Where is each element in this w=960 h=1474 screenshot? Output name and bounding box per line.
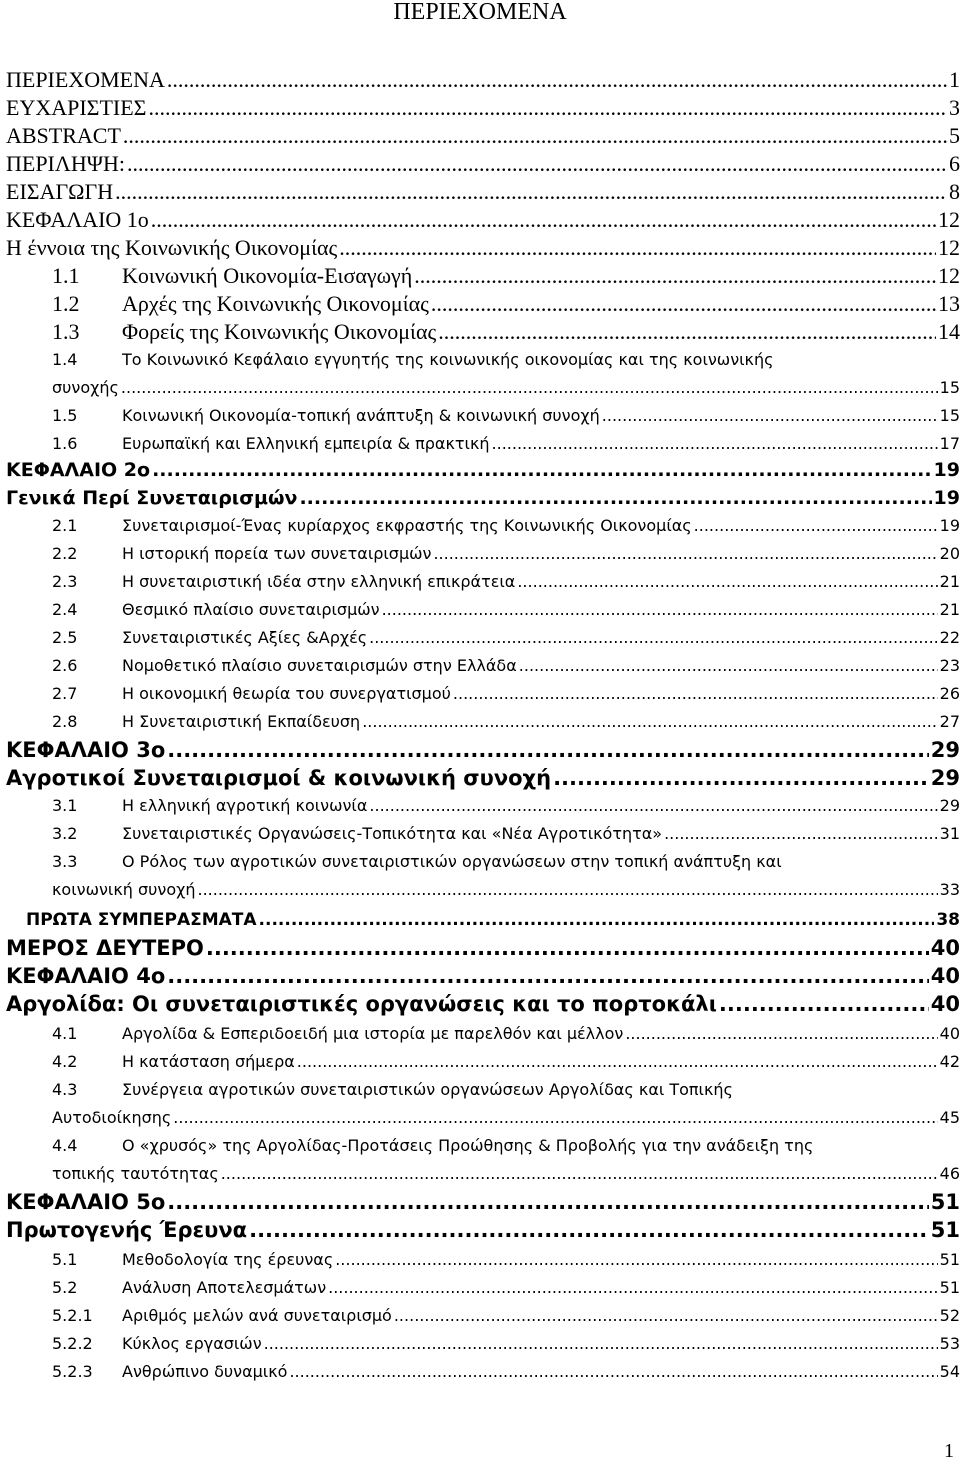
toc-entry[interactable] <box>6 374 960 402</box>
toc-entry-page: 13 <box>938 291 960 316</box>
dot-leader <box>382 596 938 624</box>
toc-entry[interactable] <box>6 708 960 736</box>
dot-leader <box>328 1274 938 1302</box>
dot-leader <box>299 484 931 512</box>
dot-leader <box>206 934 929 962</box>
toc-entry-title: Το Κοινωνικό Κεφάλαιο εγγυητής της κοινωνικής οικονομίας και της κοινωνικής <box>122 350 774 369</box>
toc-entry-title: ΠΕΡΙΕΧΟΜΕΝΑ <box>6 67 165 92</box>
toc-entry-page: 22 <box>939 628 960 647</box>
toc-entry-number: 2.2 <box>52 544 78 563</box>
toc-entry-page: 15 <box>939 406 960 425</box>
toc-entry-page: 8 <box>949 179 960 204</box>
toc-entry[interactable] <box>6 1104 960 1132</box>
dot-leader <box>123 122 947 150</box>
toc-entry-number: 4.4 <box>52 1136 78 1155</box>
toc-entry-page: 12 <box>938 263 960 288</box>
toc-entry-title: Κοινωνική Οικονομία-τοπική ανάπτυξη & κοινωνική συνοχή <box>122 406 600 425</box>
toc-entry-number: 1.1 <box>52 263 80 288</box>
dot-leader <box>289 1358 937 1386</box>
toc-entry-title: Αριθμός μελών ανά συνεταιρισμό <box>122 1306 392 1325</box>
toc-entry-page: 3 <box>949 95 960 120</box>
toc-entry-page: 1 <box>949 67 960 92</box>
dot-leader <box>625 1020 937 1048</box>
toc-entry-number: 5.2 <box>52 1278 78 1297</box>
toc-entry-page: 53 <box>939 1334 960 1353</box>
dot-leader <box>167 736 929 764</box>
toc-entry-number: 3.2 <box>52 824 78 843</box>
dot-leader <box>719 990 929 1018</box>
toc-entry[interactable] <box>6 346 960 374</box>
toc-entry-page: 46 <box>939 1164 960 1183</box>
toc-entry-number: 4.2 <box>52 1052 78 1071</box>
page-title: ΠΕΡΙΕΧΟΜΕΝΑ <box>393 0 567 25</box>
dot-leader <box>362 708 937 736</box>
toc-entry-page: 14 <box>938 319 960 344</box>
dot-leader <box>431 290 936 318</box>
page-number: 1 <box>944 1440 954 1462</box>
toc-entry-number: 5.2.2 <box>52 1334 93 1353</box>
toc-entry[interactable] <box>6 430 960 458</box>
toc-entry-title: Η έννοια της Κοινωνικής Οικονομίας <box>6 235 338 260</box>
toc-entry-number: 2.7 <box>52 684 78 703</box>
dot-leader <box>264 1330 938 1358</box>
dot-leader <box>369 624 938 652</box>
dot-leader <box>197 876 937 904</box>
toc-entry[interactable] <box>6 66 960 94</box>
toc-entry[interactable] <box>6 652 960 680</box>
dot-leader <box>602 402 938 430</box>
toc-entry[interactable] <box>6 456 960 484</box>
toc-entry-page: 20 <box>939 544 960 563</box>
toc-entry[interactable] <box>6 290 960 318</box>
toc-entry-number: 2.4 <box>52 600 78 619</box>
toc-entry-page: 40 <box>930 936 960 960</box>
dot-leader <box>438 318 936 346</box>
toc-entry-page: 33 <box>939 880 960 899</box>
toc-entry-page: 17 <box>939 434 960 453</box>
dot-leader <box>297 1048 938 1076</box>
toc-entry-title: ΚΕΦΑΛΑΙΟ 3ο <box>6 738 166 762</box>
dot-leader <box>152 456 931 484</box>
toc-entry-title: Η ιστορική πορεία των συνεταιρισμών <box>122 544 432 563</box>
toc-entry-title: συνοχής <box>52 378 119 397</box>
dot-leader <box>173 1104 937 1132</box>
toc-entry-title: Γενικά Περί Συνεταιρισμών <box>6 487 298 509</box>
dot-leader <box>259 906 935 934</box>
toc-entry[interactable] <box>6 402 960 430</box>
toc-entry-page: 29 <box>930 766 960 790</box>
toc-entry-title: Ευρωπαϊκή και Ελληνική εμπειρία & πρακτική <box>122 434 490 453</box>
dot-leader <box>249 1216 929 1244</box>
dot-leader <box>414 262 936 290</box>
toc-entry-title: Η ελληνική αγροτική κοινωνία <box>122 796 368 815</box>
toc-entry-page: 54 <box>939 1362 960 1381</box>
toc-entry-page: 21 <box>939 600 960 619</box>
toc-entry[interactable] <box>6 512 960 540</box>
toc-entry-number: 3.3 <box>52 852 78 871</box>
toc-entry[interactable] <box>6 1216 960 1244</box>
toc-entry-page: 12 <box>938 235 960 260</box>
toc-entry-title: Συνεταιρισμοί-Ένας κυρίαρχος εκφραστής της Κοινωνικής Οικονομίας <box>122 516 692 535</box>
toc-entry[interactable] <box>6 1076 960 1104</box>
toc-entry-page: 51 <box>930 1218 960 1242</box>
toc-entry-title: Κοινωνική Οικονομία-Εισαγωγή <box>122 263 413 288</box>
toc-entry-title: Νομοθετικό πλαίσιο συνεταιρισμών στην Ελλάδα <box>122 656 517 675</box>
toc-entry-title: Ο Ρόλος των αγροτικών συνεταιριστικών οργανώσεων στην τοπική ανάπτυξη και <box>122 852 782 871</box>
dot-leader <box>148 94 947 122</box>
toc-entry[interactable] <box>6 962 960 990</box>
toc-entry[interactable] <box>6 736 960 764</box>
toc-entry[interactable] <box>6 150 960 178</box>
toc-entry[interactable] <box>6 122 960 150</box>
dot-leader <box>151 206 936 234</box>
toc-entry[interactable] <box>6 848 960 876</box>
toc-entry[interactable] <box>6 1132 960 1160</box>
toc-entry[interactable] <box>6 876 960 904</box>
toc-entry-number: 1.5 <box>52 406 78 425</box>
toc-entry-page: 40 <box>930 964 960 988</box>
toc-entry[interactable] <box>6 596 960 624</box>
toc-entry[interactable] <box>6 1274 960 1302</box>
toc-entry-number: 5.2.3 <box>52 1362 93 1381</box>
toc-entry[interactable] <box>6 1330 960 1358</box>
toc-entry[interactable] <box>6 764 960 792</box>
toc-entry[interactable] <box>6 1048 960 1076</box>
toc-entry-title: ΚΕΦΑΛΑΙΟ 4ο <box>6 964 166 988</box>
toc-entry[interactable] <box>6 568 960 596</box>
dot-leader <box>121 374 938 402</box>
toc-entry-page: 42 <box>939 1052 960 1071</box>
toc-entry[interactable] <box>6 234 960 262</box>
toc-entry-number: 2.5 <box>52 628 78 647</box>
toc-entry-title: Η κατάσταση σήμερα <box>122 1052 295 1071</box>
toc-entry-title: Ανάλυση Αποτελεσμάτων <box>122 1278 327 1297</box>
toc-entry-title: ΕΥΧΑΡΙΣΤΙΕΣ <box>6 95 147 120</box>
toc-entry[interactable] <box>6 94 960 122</box>
toc-entry[interactable] <box>6 906 960 934</box>
toc-entry-title: ΜΕΡΟΣ ΔΕΥΤΕΡΟ <box>6 936 204 960</box>
toc-entry-page: 21 <box>939 572 960 591</box>
toc-entry[interactable] <box>6 262 960 290</box>
toc-entry-page: 51 <box>939 1250 960 1269</box>
toc-entry-page: 19 <box>933 487 960 509</box>
toc-entry[interactable] <box>6 680 960 708</box>
toc-entry-title: Αργολίδα: Οι συνεταιριστικές οργανώσεις και το πορτοκάλι <box>6 992 717 1016</box>
toc-entry-page: 6 <box>949 151 960 176</box>
toc-entry-title: Αγροτικοί Συνεταιρισμοί & κοινωνική συνοχή <box>6 766 552 790</box>
dot-leader <box>167 962 929 990</box>
toc-entry-title: Η Συνεταιριστική Εκπαίδευση <box>122 712 361 731</box>
toc-entry-title: ΚΕΦΑΛΑΙΟ 1ο <box>6 207 149 232</box>
toc-entry[interactable] <box>6 1358 960 1386</box>
dot-leader <box>664 820 938 848</box>
toc-entry[interactable] <box>6 1160 960 1188</box>
toc-entry[interactable] <box>6 820 960 848</box>
toc-entry-title: Αυτοδιοίκησης <box>52 1108 172 1127</box>
toc-entry-number: 1.6 <box>52 434 78 453</box>
toc-entry-title: Η οικονομική θεωρία του συνεργατισμού <box>122 684 451 703</box>
toc-entry[interactable] <box>6 540 960 568</box>
toc-entry-page: 45 <box>939 1108 960 1127</box>
dot-leader <box>517 568 937 596</box>
toc-entry-title: Συνεταιριστικές Αξίες &Αρχές <box>122 628 368 647</box>
toc-entry-number: 1.4 <box>52 350 78 369</box>
dot-leader <box>167 66 947 94</box>
toc-entry-title: Συνέργεια αγροτικών συνεταιριστικών οργανώσεων Αργολίδας και Τοπικής <box>122 1080 733 1099</box>
dot-leader <box>221 1160 938 1188</box>
toc-entry[interactable] <box>6 990 960 1018</box>
toc-entry[interactable] <box>6 1302 960 1330</box>
toc-entry[interactable] <box>6 484 960 512</box>
dot-leader <box>369 792 937 820</box>
dot-leader <box>127 150 947 178</box>
toc-entry-title: ΠΡΩΤΑ ΣΥΜΠΕΡΑΣΜΑΤΑ <box>26 910 257 930</box>
toc-entry-page: 23 <box>939 656 960 675</box>
dot-leader <box>492 430 938 458</box>
toc-entry-page: 5 <box>949 123 960 148</box>
toc-entry-number: 4.1 <box>52 1024 78 1043</box>
toc-entry-title: ΚΕΦΑΛΑΙΟ 5ο <box>6 1190 166 1214</box>
toc-entry-page: 26 <box>939 684 960 703</box>
toc-entry-page: 51 <box>939 1278 960 1297</box>
toc-entry[interactable] <box>6 1246 960 1274</box>
dot-leader <box>339 234 936 262</box>
toc-entry-title: ΚΕΦΑΛΑΙΟ 2ο <box>6 459 151 481</box>
toc-entry-title: Φορείς της Κοινωνικής Οικονομίας <box>122 319 437 344</box>
toc-entry-title: ΕΙΣΑΓΩΓΗ <box>6 179 114 204</box>
toc-entry-page: 12 <box>938 207 960 232</box>
toc-entry[interactable] <box>6 206 960 234</box>
dot-leader <box>433 540 937 568</box>
toc-entry-page: 29 <box>939 796 960 815</box>
toc-entry[interactable] <box>6 318 960 346</box>
toc-entry-page: 31 <box>939 824 960 843</box>
toc-entry[interactable] <box>6 792 960 820</box>
toc-entry-number: 1.2 <box>52 291 80 316</box>
toc-entry-number: 3.1 <box>52 796 78 815</box>
toc-entry-number: 2.8 <box>52 712 78 731</box>
toc-entry-title: Ο «χρυσός» της Αργολίδας-Προτάσεις Προώθησης & Προβολής για την ανάδειξη της <box>122 1136 814 1155</box>
toc-entry-page: 51 <box>930 1190 960 1214</box>
toc-entry-title: ΠΕΡΙΛΗΨΗ: <box>6 151 125 176</box>
toc-entry-title: Η συνεταιριστική ιδέα στην ελληνική επικράτεια <box>122 572 516 591</box>
toc-entry-title: Αρχές της Κοινωνικής Οικονομίας <box>122 291 429 316</box>
toc-entry-page: 40 <box>939 1024 960 1043</box>
dot-leader <box>453 680 938 708</box>
toc-entry-title: Αργολίδα & Εσπεριδοειδή μια ιστορία με παρελθόν και μέλλον <box>122 1024 624 1043</box>
toc-entry-page: 40 <box>930 992 960 1016</box>
toc-entry-page: 19 <box>933 459 960 481</box>
toc-entry-title: Μεθοδολογία της έρευνας <box>122 1250 334 1269</box>
toc-entry-title: Πρωτογενής Έρευνα <box>6 1218 248 1242</box>
toc-entry-title: Κύκλος εργασιών <box>122 1334 262 1353</box>
dot-leader <box>694 512 938 540</box>
dot-leader <box>167 1188 929 1216</box>
toc-entry-number: 2.3 <box>52 572 78 591</box>
toc-entry-page: 15 <box>939 378 960 397</box>
dot-leader <box>115 178 947 206</box>
dot-leader <box>553 764 929 792</box>
dot-leader <box>394 1302 938 1330</box>
toc-entry-number: 2.6 <box>52 656 78 675</box>
dot-leader <box>335 1246 937 1274</box>
toc-entry[interactable] <box>6 178 960 206</box>
toc-entry-title: Συνεταιριστικές Οργανώσεις-Τοπικότητα και «Νέα Αγροτικότητα» <box>122 824 663 843</box>
toc-entry-number: 2.1 <box>52 516 78 535</box>
toc-entry[interactable] <box>6 624 960 652</box>
toc-entry-page: 52 <box>939 1306 960 1325</box>
toc-entry-number: 4.3 <box>52 1080 78 1099</box>
toc-entry-number: 1.3 <box>52 319 80 344</box>
toc-entry-page: 27 <box>939 712 960 731</box>
dot-leader <box>519 652 938 680</box>
toc-entry-page: 38 <box>936 910 960 930</box>
toc-entry[interactable] <box>6 934 960 962</box>
toc-entry-number: 5.2.1 <box>52 1306 93 1325</box>
toc-entry-title: Θεσμικό πλαίσιο συνεταιρισμών <box>122 600 380 619</box>
toc-entry-title: Ανθρώπινο δυναμικό <box>122 1362 288 1381</box>
toc-entry[interactable] <box>6 1020 960 1048</box>
toc-entry-title: ABSTRACT <box>6 123 121 148</box>
toc-entry-title: κοινωνική συνοχή <box>52 880 196 899</box>
toc-entry-page: 29 <box>930 738 960 762</box>
toc-entry-title: τοπικής ταυτότητας <box>52 1164 219 1183</box>
toc-entry-number: 5.1 <box>52 1250 78 1269</box>
toc-entry-page: 19 <box>939 516 960 535</box>
toc-entry[interactable] <box>6 1188 960 1216</box>
